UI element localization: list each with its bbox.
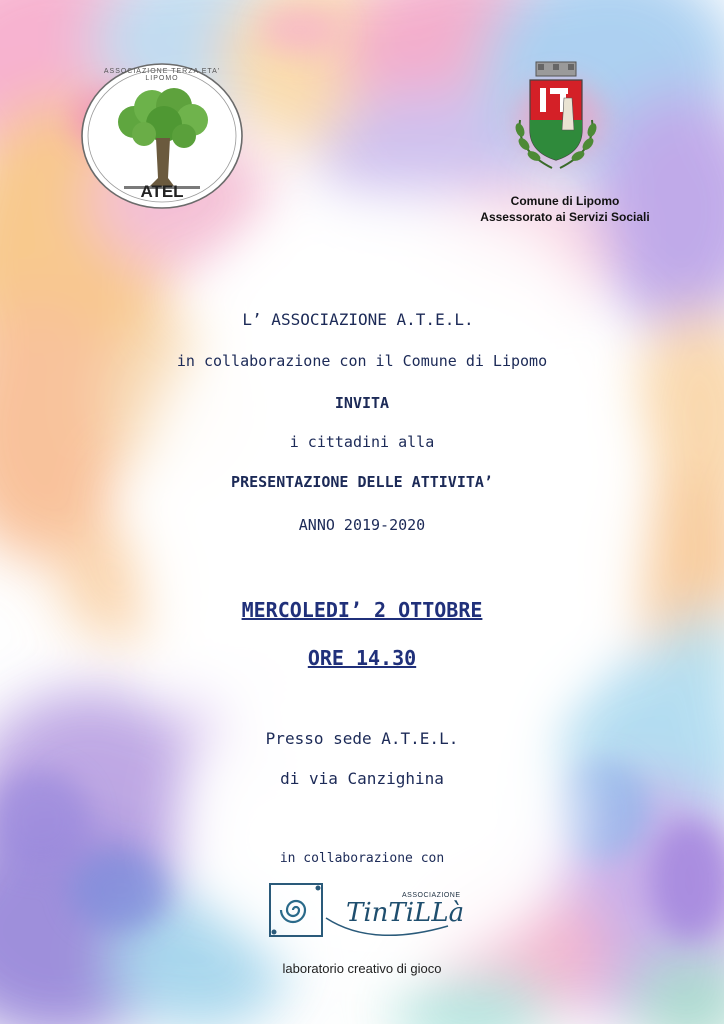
tintilla-tagline: laboratorio creativo di gioco <box>282 961 442 976</box>
municipality-crest <box>508 60 604 180</box>
atel-logo-name: ATEL <box>140 182 184 201</box>
invitation-line-collaboration: in collaborazione con il Comune di Lipomo <box>176 352 548 370</box>
atel-logo-ring-text: ASSOCIAZIONE TERZA ETA' LIPOMO <box>103 68 221 82</box>
invitation-line-association: L’ ASSOCIAZIONE A.T.E.L. <box>242 310 474 329</box>
venue-line2: di via Canzighina <box>280 769 444 788</box>
invitation-line-citizens: i cittadini alla <box>289 433 435 451</box>
atel-logo <box>78 60 246 210</box>
partner-intro: in collaborazione con <box>279 851 445 866</box>
event-time: ORE 14.30 <box>307 646 417 670</box>
invitation-line-year: ANNO 2019-2020 <box>298 516 426 534</box>
tintilla-prefix: ASSOCIAZIONE <box>402 892 461 899</box>
tintilla-logo <box>262 878 465 948</box>
invitation-line-presentation: PRESENTAZIONE DELLE ATTIVITA’ <box>231 473 493 491</box>
event-date: MERCOLEDI’ 2 OTTOBRE <box>241 598 483 622</box>
venue-line1: Presso sede A.T.E.L. <box>265 729 459 748</box>
invitation-line-invita: INVITA <box>334 394 390 412</box>
municipality-caption-line2: Assessorato ai Servizi Sociali <box>480 210 650 224</box>
tintilla-name: TinTiLLà <box>346 898 465 928</box>
municipality-caption-line1: Comune di Lipomo <box>510 194 620 208</box>
